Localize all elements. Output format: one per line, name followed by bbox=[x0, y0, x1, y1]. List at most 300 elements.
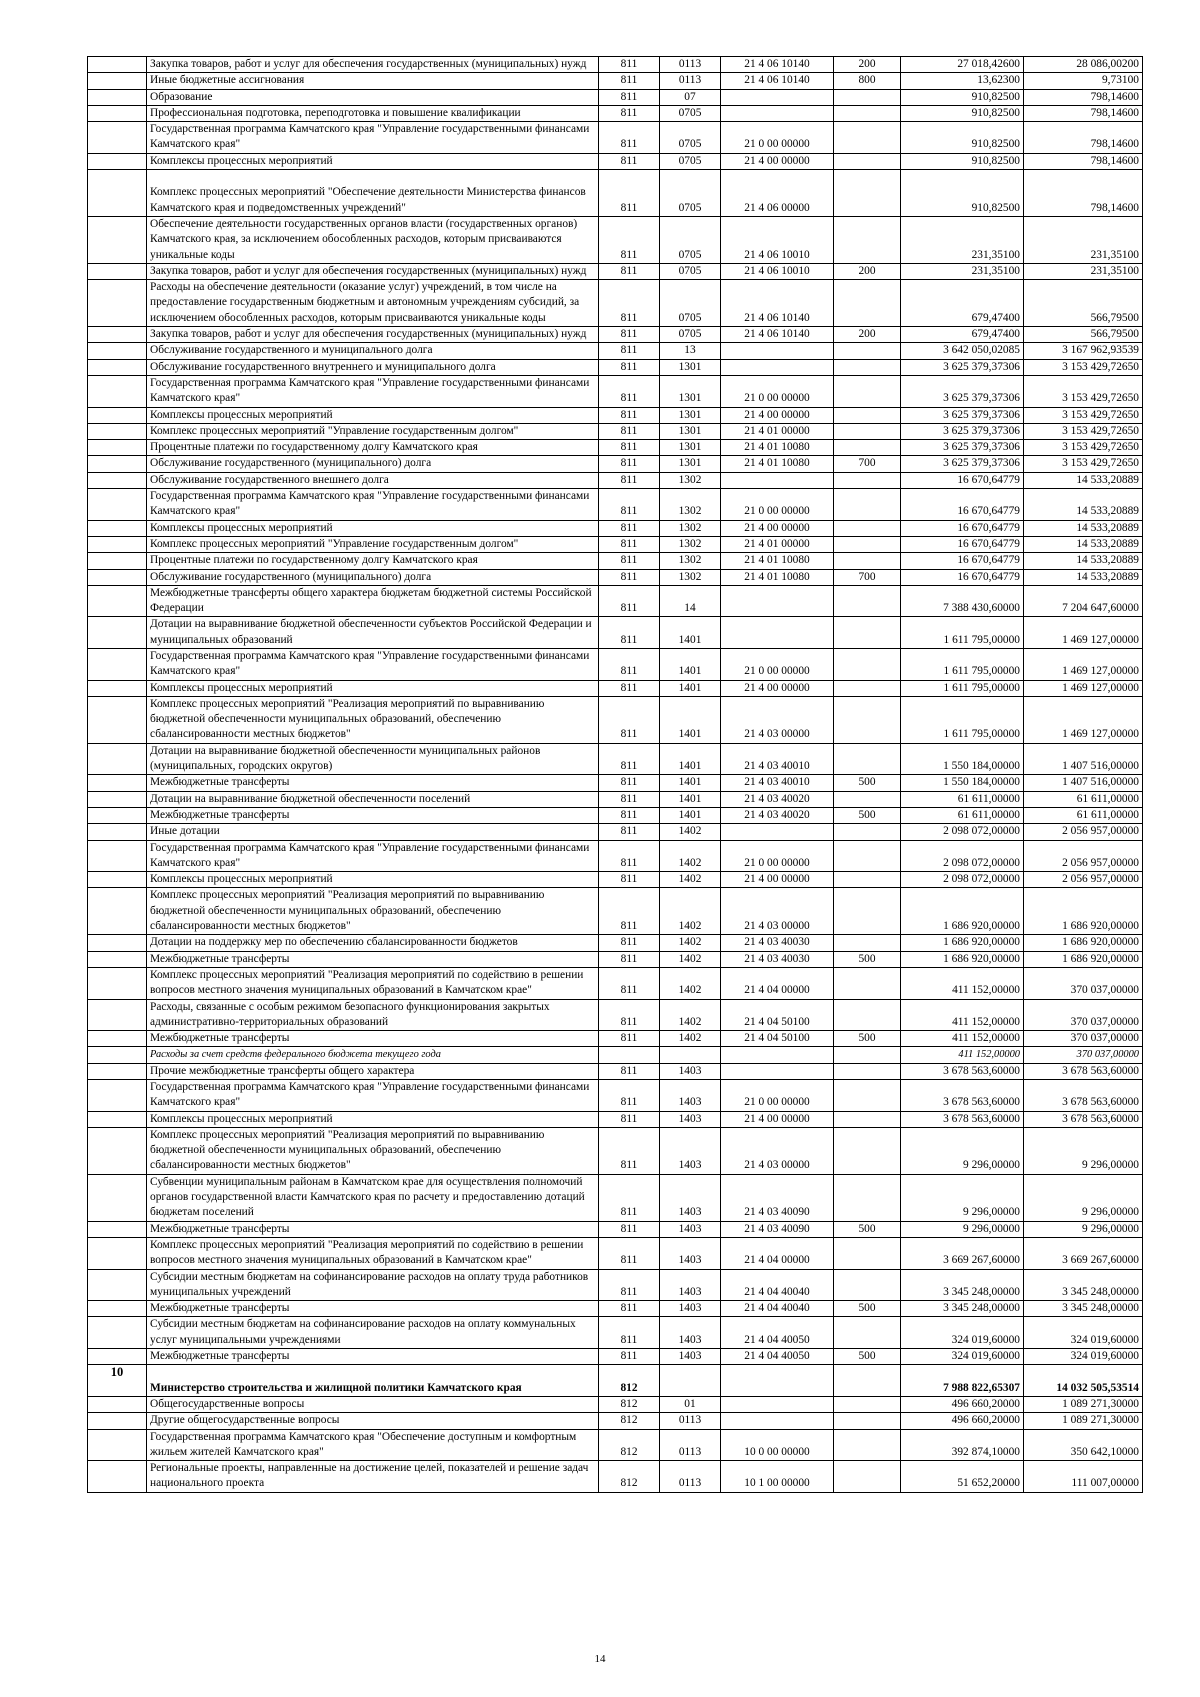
row-number-cell bbox=[88, 888, 147, 935]
target-article-cell: 21 4 00 00000 bbox=[721, 520, 834, 536]
table-row bbox=[88, 1063, 1143, 1079]
target-article-cell: 21 4 06 10140 bbox=[721, 280, 834, 327]
amount-year1-cell: 3 625 379,37306 bbox=[901, 440, 1024, 456]
amount-year1-cell: 9 296,00000 bbox=[901, 1221, 1024, 1237]
table-row bbox=[88, 743, 1143, 775]
amount-year2-cell: 3 345 248,00000 bbox=[1024, 1301, 1143, 1317]
table-row bbox=[88, 840, 1143, 872]
expense-type-cell bbox=[834, 440, 901, 456]
row-number-cell bbox=[88, 569, 147, 585]
admin-code-cell: 811 bbox=[599, 1269, 660, 1301]
section-code-cell: 01 bbox=[660, 1396, 721, 1412]
row-number-cell bbox=[88, 472, 147, 488]
amount-year1-cell: 411 152,00000 bbox=[901, 1031, 1024, 1047]
table-row bbox=[88, 423, 1143, 439]
row-number-cell bbox=[88, 1221, 147, 1237]
amount-year1-cell: 1 611 795,00000 bbox=[901, 680, 1024, 696]
target-article-cell: 21 4 01 00000 bbox=[721, 423, 834, 439]
amount-year2-cell: 3 678 563,60000 bbox=[1024, 1111, 1143, 1127]
row-number-cell bbox=[88, 935, 147, 951]
amount-year2-cell: 61 611,00000 bbox=[1024, 807, 1143, 823]
table-row bbox=[88, 807, 1143, 823]
amount-year1-cell: 9 296,00000 bbox=[901, 1174, 1024, 1221]
target-article-cell: 10 0 00 00000 bbox=[721, 1429, 834, 1461]
amount-year2-cell: 350 642,10000 bbox=[1024, 1429, 1143, 1461]
amount-year1-cell: 1 550 184,00000 bbox=[901, 775, 1024, 791]
expense-type-cell: 500 bbox=[834, 1349, 901, 1365]
amount-year1-cell: 1 611 795,00000 bbox=[901, 617, 1024, 649]
admin-code-cell: 811 bbox=[599, 791, 660, 807]
amount-year1-cell: 3 678 563,60000 bbox=[901, 1063, 1024, 1079]
target-article-cell: 21 4 03 40010 bbox=[721, 775, 834, 791]
expense-type-cell bbox=[834, 553, 901, 569]
admin-code-cell: 811 bbox=[599, 1031, 660, 1047]
row-number-cell bbox=[88, 696, 147, 743]
amount-year2-cell: 1 469 127,00000 bbox=[1024, 680, 1143, 696]
row-number-cell bbox=[88, 1031, 147, 1047]
row-number-cell bbox=[88, 57, 147, 73]
target-article-cell bbox=[721, 1047, 834, 1063]
row-number-cell bbox=[88, 553, 147, 569]
admin-code-cell: 811 bbox=[599, 375, 660, 407]
amount-year2-cell: 14 533,20889 bbox=[1024, 520, 1143, 536]
target-article-cell: 21 4 03 00000 bbox=[721, 1127, 834, 1174]
expense-type-cell bbox=[834, 359, 901, 375]
row-number-cell bbox=[88, 1349, 147, 1365]
expense-name-cell: Комплекс процессных мероприятий "Реализация мероприятий по содействию в решении вопросов местного значения муниципальных образований в Камчатском крае" bbox=[147, 1237, 599, 1269]
table-row bbox=[88, 1174, 1143, 1221]
section-code-cell: 0705 bbox=[660, 122, 721, 154]
expense-type-cell bbox=[834, 1047, 901, 1063]
amount-year1-cell: 3 678 563,60000 bbox=[901, 1080, 1024, 1112]
target-article-cell bbox=[721, 105, 834, 121]
table-row bbox=[88, 1317, 1143, 1349]
admin-code-cell: 811 bbox=[599, 153, 660, 169]
expense-name-cell: Государственная программа Камчатского края "Управление государственными финансами Камчатского края" bbox=[147, 840, 599, 872]
expense-type-cell bbox=[834, 872, 901, 888]
amount-year2-cell: 9 296,00000 bbox=[1024, 1127, 1143, 1174]
amount-year1-cell: 3 625 379,37306 bbox=[901, 407, 1024, 423]
amount-year2-cell: 324 019,60000 bbox=[1024, 1349, 1143, 1365]
section-code-cell: 0705 bbox=[660, 153, 721, 169]
expense-name-cell: Субсидии местным бюджетам на софинансирование расходов на оплату труда работников муниципальных учреждений bbox=[147, 1269, 599, 1301]
table-row bbox=[88, 472, 1143, 488]
expense-name-cell: Комплексы процессных мероприятий bbox=[147, 407, 599, 423]
table-row bbox=[88, 359, 1143, 375]
table-row bbox=[88, 1047, 1143, 1063]
expense-type-cell bbox=[834, 1365, 901, 1397]
amount-year1-cell: 2 098 072,00000 bbox=[901, 824, 1024, 840]
table-row bbox=[88, 1127, 1143, 1174]
section-code-cell: 0705 bbox=[660, 105, 721, 121]
target-article-cell bbox=[721, 343, 834, 359]
admin-code-cell: 811 bbox=[599, 122, 660, 154]
target-article-cell: 21 4 06 10140 bbox=[721, 327, 834, 343]
table-row bbox=[88, 105, 1143, 121]
table-row bbox=[88, 680, 1143, 696]
expense-type-cell bbox=[834, 216, 901, 263]
amount-year2-cell: 1 686 920,00000 bbox=[1024, 951, 1143, 967]
target-article-cell bbox=[721, 359, 834, 375]
section-code-cell: 1402 bbox=[660, 951, 721, 967]
section-code-cell: 1402 bbox=[660, 1031, 721, 1047]
admin-code-cell: 811 bbox=[599, 1317, 660, 1349]
expense-type-cell bbox=[834, 840, 901, 872]
row-number-cell bbox=[88, 1269, 147, 1301]
row-number-cell bbox=[88, 170, 147, 217]
amount-year2-cell: 2 056 957,00000 bbox=[1024, 840, 1143, 872]
table-row bbox=[88, 122, 1143, 154]
target-article-cell: 21 4 03 00000 bbox=[721, 888, 834, 935]
amount-year2-cell: 798,14600 bbox=[1024, 122, 1143, 154]
section-code-cell: 1302 bbox=[660, 569, 721, 585]
expense-type-cell bbox=[834, 1396, 901, 1412]
table-row bbox=[88, 585, 1143, 617]
row-number-cell bbox=[88, 648, 147, 680]
section-code-cell: 13 bbox=[660, 343, 721, 359]
table-row bbox=[88, 170, 1143, 217]
expense-name-cell: Обслуживание государственного внутреннего и муниципального долга bbox=[147, 359, 599, 375]
table-row bbox=[88, 375, 1143, 407]
admin-code-cell: 811 bbox=[599, 743, 660, 775]
amount-year1-cell: 16 670,64779 bbox=[901, 520, 1024, 536]
section-code-cell: 1401 bbox=[660, 807, 721, 823]
expense-type-cell bbox=[834, 170, 901, 217]
table-row bbox=[88, 967, 1143, 999]
section-code-cell: 1301 bbox=[660, 440, 721, 456]
expense-name-cell: Обеспечение деятельности государственных органов власти (государственных органов) Камчатского края, за исключением обособленных расходов, которым присваиваются уникальные коды bbox=[147, 216, 599, 263]
section-code-cell bbox=[660, 1365, 721, 1397]
section-code-cell: 0705 bbox=[660, 216, 721, 263]
amount-year1-cell: 3 642 050,02085 bbox=[901, 343, 1024, 359]
expense-type-cell bbox=[834, 696, 901, 743]
admin-code-cell: 811 bbox=[599, 775, 660, 791]
amount-year2-cell: 798,14600 bbox=[1024, 89, 1143, 105]
amount-year2-cell: 3 678 563,60000 bbox=[1024, 1080, 1143, 1112]
amount-year1-cell: 324 019,60000 bbox=[901, 1317, 1024, 1349]
target-article-cell: 21 4 04 40050 bbox=[721, 1349, 834, 1365]
row-number-cell bbox=[88, 775, 147, 791]
expense-name-cell: Комплекс процессных мероприятий "Обеспечение деятельности Министерства финансов Камчатского края и подведомственных учреждений" bbox=[147, 170, 599, 217]
row-number-cell bbox=[88, 122, 147, 154]
expense-name-cell: Комплекс процессных мероприятий "Управление государственным долгом" bbox=[147, 423, 599, 439]
expense-name-cell: Расходы, связанные с особым режимом безопасного функционирования закрытых административно-территориальных образований bbox=[147, 999, 599, 1031]
row-number-cell bbox=[88, 1174, 147, 1221]
amount-year2-cell: 1 407 516,00000 bbox=[1024, 775, 1143, 791]
section-code-cell: 0113 bbox=[660, 1461, 721, 1493]
row-number-cell bbox=[88, 1429, 147, 1461]
row-number-cell bbox=[88, 967, 147, 999]
budget-table-body bbox=[88, 57, 1143, 1493]
expense-name-cell: Межбюджетные трансферты bbox=[147, 951, 599, 967]
section-code-cell: 1403 bbox=[660, 1221, 721, 1237]
amount-year1-cell: 1 550 184,00000 bbox=[901, 743, 1024, 775]
table-row bbox=[88, 872, 1143, 888]
section-code-cell: 1401 bbox=[660, 791, 721, 807]
table-row bbox=[88, 648, 1143, 680]
expense-type-cell: 500 bbox=[834, 1221, 901, 1237]
section-code-cell: 1401 bbox=[660, 775, 721, 791]
amount-year2-cell: 7 204 647,60000 bbox=[1024, 585, 1143, 617]
expense-type-cell: 500 bbox=[834, 1301, 901, 1317]
expense-type-cell bbox=[834, 648, 901, 680]
admin-code-cell: 811 bbox=[599, 951, 660, 967]
target-article-cell: 21 4 03 40090 bbox=[721, 1221, 834, 1237]
section-code-cell: 1402 bbox=[660, 824, 721, 840]
amount-year1-cell: 16 670,64779 bbox=[901, 569, 1024, 585]
section-code-cell: 1403 bbox=[660, 1269, 721, 1301]
admin-code-cell: 811 bbox=[599, 888, 660, 935]
expense-name-cell: Образование bbox=[147, 89, 599, 105]
amount-year1-cell: 2 098 072,00000 bbox=[901, 872, 1024, 888]
expense-name-cell: Закупка товаров, работ и услуг для обеспечения государственных (муниципальных) нужд bbox=[147, 327, 599, 343]
expense-name-cell: Обслуживание государственного (муниципального) долга bbox=[147, 569, 599, 585]
amount-year2-cell: 61 611,00000 bbox=[1024, 791, 1143, 807]
section-code-cell: 1301 bbox=[660, 359, 721, 375]
expense-type-cell bbox=[834, 1413, 901, 1429]
amount-year2-cell: 3 153 429,72650 bbox=[1024, 440, 1143, 456]
admin-code-cell: 811 bbox=[599, 57, 660, 73]
section-code-cell: 0113 bbox=[660, 1413, 721, 1429]
target-article-cell: 21 4 01 10080 bbox=[721, 440, 834, 456]
expense-name-cell: Дотации на выравнивание бюджетной обеспеченности поселений bbox=[147, 791, 599, 807]
expense-name-cell: Комплекс процессных мероприятий "Реализация мероприятий по выравниванию бюджетной обеспеченности муниципальных образований, обеспечению сбалансированности местных бюджетов" bbox=[147, 888, 599, 935]
target-article-cell bbox=[721, 1396, 834, 1412]
admin-code-cell: 811 bbox=[599, 359, 660, 375]
admin-code-cell: 811 bbox=[599, 1221, 660, 1237]
table-row bbox=[88, 520, 1143, 536]
admin-code-cell: 811 bbox=[599, 585, 660, 617]
amount-year1-cell: 910,82500 bbox=[901, 105, 1024, 121]
amount-year2-cell: 1 089 271,30000 bbox=[1024, 1413, 1143, 1429]
section-code-cell: 1403 bbox=[660, 1349, 721, 1365]
amount-year2-cell: 3 153 429,72650 bbox=[1024, 423, 1143, 439]
amount-year2-cell: 370 037,00000 bbox=[1024, 967, 1143, 999]
amount-year1-cell: 679,47400 bbox=[901, 280, 1024, 327]
amount-year1-cell: 13,62300 bbox=[901, 73, 1024, 89]
section-code-cell: 1403 bbox=[660, 1317, 721, 1349]
amount-year1-cell: 3 625 379,37306 bbox=[901, 375, 1024, 407]
expense-name-cell: Закупка товаров, работ и услуг для обеспечения государственных (муниципальных) нужд bbox=[147, 57, 599, 73]
expense-type-cell bbox=[834, 1317, 901, 1349]
section-code-cell: 1403 bbox=[660, 1127, 721, 1174]
admin-code-cell: 811 bbox=[599, 327, 660, 343]
expense-type-cell bbox=[834, 743, 901, 775]
expense-type-cell bbox=[834, 888, 901, 935]
target-article-cell: 21 4 04 40050 bbox=[721, 1317, 834, 1349]
expense-name-cell: Межбюджетные трансферты bbox=[147, 1349, 599, 1365]
row-number-cell bbox=[88, 263, 147, 279]
admin-code-cell: 811 bbox=[599, 89, 660, 105]
row-number-cell bbox=[88, 327, 147, 343]
amount-year2-cell: 28 086,00200 bbox=[1024, 57, 1143, 73]
amount-year2-cell: 3 669 267,60000 bbox=[1024, 1237, 1143, 1269]
expense-name-cell: Прочие межбюджетные трансферты общего характера bbox=[147, 1063, 599, 1079]
expense-type-cell bbox=[834, 1269, 901, 1301]
amount-year1-cell: 411 152,00000 bbox=[901, 1047, 1024, 1063]
row-number-cell bbox=[88, 1301, 147, 1317]
amount-year2-cell: 1 686 920,00000 bbox=[1024, 888, 1143, 935]
amount-year2-cell: 14 533,20889 bbox=[1024, 569, 1143, 585]
target-article-cell: 21 4 06 10140 bbox=[721, 73, 834, 89]
admin-code-cell: 811 bbox=[599, 807, 660, 823]
amount-year2-cell: 231,35100 bbox=[1024, 216, 1143, 263]
amount-year1-cell: 16 670,64779 bbox=[901, 553, 1024, 569]
amount-year2-cell: 14 533,20889 bbox=[1024, 472, 1143, 488]
target-article-cell: 21 4 04 40040 bbox=[721, 1301, 834, 1317]
target-article-cell: 21 0 00 00000 bbox=[721, 489, 834, 521]
expense-type-cell bbox=[834, 407, 901, 423]
expense-name-cell: Дотации на выравнивание бюджетной обеспеченности субъектов Российской Федерации и муниципальных образований bbox=[147, 617, 599, 649]
target-article-cell bbox=[721, 824, 834, 840]
admin-code-cell: 811 bbox=[599, 569, 660, 585]
row-number-cell bbox=[88, 407, 147, 423]
admin-code-cell: 812 bbox=[599, 1396, 660, 1412]
expense-type-cell bbox=[834, 89, 901, 105]
table-row bbox=[88, 263, 1143, 279]
row-number-cell bbox=[88, 1080, 147, 1112]
target-article-cell: 21 4 00 00000 bbox=[721, 153, 834, 169]
row-number-cell bbox=[88, 617, 147, 649]
amount-year1-cell: 910,82500 bbox=[901, 170, 1024, 217]
expense-type-cell bbox=[834, 536, 901, 552]
amount-year2-cell: 3 678 563,60000 bbox=[1024, 1063, 1143, 1079]
target-article-cell: 21 4 01 10080 bbox=[721, 456, 834, 472]
target-article-cell: 21 4 06 10010 bbox=[721, 263, 834, 279]
expense-type-cell bbox=[834, 1174, 901, 1221]
section-code-cell: 0113 bbox=[660, 1429, 721, 1461]
expense-type-cell bbox=[834, 1111, 901, 1127]
row-number-cell bbox=[88, 1413, 147, 1429]
expense-type-cell: 700 bbox=[834, 456, 901, 472]
expense-name-cell: Государственная программа Камчатского края "Управление государственными финансами Камчатского края" bbox=[147, 489, 599, 521]
table-row bbox=[88, 407, 1143, 423]
expense-name-cell: Комплекс процессных мероприятий "Управление государственным долгом" bbox=[147, 536, 599, 552]
expense-type-cell: 200 bbox=[834, 263, 901, 279]
table-row bbox=[88, 791, 1143, 807]
target-article-cell: 21 4 00 00000 bbox=[721, 872, 834, 888]
expense-name-cell: Комплексы процессных мероприятий bbox=[147, 1111, 599, 1127]
admin-code-cell: 811 bbox=[599, 489, 660, 521]
expense-type-cell: 200 bbox=[834, 57, 901, 73]
row-number-cell bbox=[88, 440, 147, 456]
table-row bbox=[88, 1301, 1143, 1317]
table-row bbox=[88, 327, 1143, 343]
expense-name-cell: Комплекс процессных мероприятий "Реализация мероприятий по содействию в решении вопросов местного значения муниципальных образований в Камчатском крае" bbox=[147, 967, 599, 999]
expense-type-cell bbox=[834, 824, 901, 840]
expense-type-cell bbox=[834, 122, 901, 154]
expense-name-cell: Процентные платежи по государственному долгу Камчатского края bbox=[147, 440, 599, 456]
amount-year2-cell: 1 469 127,00000 bbox=[1024, 648, 1143, 680]
amount-year2-cell: 1 469 127,00000 bbox=[1024, 696, 1143, 743]
target-article-cell: 21 4 04 00000 bbox=[721, 1237, 834, 1269]
expense-name-cell: Комплексы процессных мероприятий bbox=[147, 153, 599, 169]
target-article-cell: 21 4 04 50100 bbox=[721, 1031, 834, 1047]
amount-year2-cell: 566,79500 bbox=[1024, 280, 1143, 327]
section-code-cell: 1302 bbox=[660, 536, 721, 552]
target-article-cell: 21 4 00 00000 bbox=[721, 1111, 834, 1127]
amount-year2-cell: 14 032 505,53514 bbox=[1024, 1365, 1143, 1397]
expense-name-cell: Субсидии местным бюджетам на софинансирование расходов на оплату коммунальных услуг муниципальными учреждениями bbox=[147, 1317, 599, 1349]
table-row bbox=[88, 1269, 1143, 1301]
admin-code-cell: 811 bbox=[599, 440, 660, 456]
target-article-cell bbox=[721, 472, 834, 488]
target-article-cell bbox=[721, 617, 834, 649]
admin-code-cell: 811 bbox=[599, 840, 660, 872]
table-row bbox=[88, 89, 1143, 105]
section-code-cell: 07 bbox=[660, 89, 721, 105]
admin-code-cell: 811 bbox=[599, 73, 660, 89]
table-row bbox=[88, 57, 1143, 73]
expense-name-cell: Обслуживание государственного (муниципального) долга bbox=[147, 456, 599, 472]
table-row bbox=[88, 1237, 1143, 1269]
expense-type-cell bbox=[834, 1063, 901, 1079]
row-number-cell bbox=[88, 73, 147, 89]
section-code-cell: 1401 bbox=[660, 696, 721, 743]
table-row bbox=[88, 775, 1143, 791]
admin-code-cell: 812 bbox=[599, 1429, 660, 1461]
section-code-cell: 1403 bbox=[660, 1080, 721, 1112]
table-row bbox=[88, 888, 1143, 935]
row-number-cell bbox=[88, 1111, 147, 1127]
expense-type-cell bbox=[834, 617, 901, 649]
amount-year1-cell: 411 152,00000 bbox=[901, 967, 1024, 999]
target-article-cell: 21 4 00 00000 bbox=[721, 407, 834, 423]
row-number-cell bbox=[88, 89, 147, 105]
table-row bbox=[88, 456, 1143, 472]
amount-year2-cell: 370 037,00000 bbox=[1024, 1031, 1143, 1047]
expense-type-cell bbox=[834, 967, 901, 999]
row-number-cell bbox=[88, 1317, 147, 1349]
table-row bbox=[88, 1365, 1143, 1397]
target-article-cell: 21 4 01 10080 bbox=[721, 553, 834, 569]
expense-name-cell: Региональные проекты, направленные на достижение целей, показателей и решение задач национального проекта bbox=[147, 1461, 599, 1493]
section-code-cell: 1403 bbox=[660, 1174, 721, 1221]
table-row bbox=[88, 553, 1143, 569]
amount-year1-cell: 16 670,64779 bbox=[901, 489, 1024, 521]
target-article-cell bbox=[721, 1365, 834, 1397]
target-article-cell: 21 4 01 10080 bbox=[721, 569, 834, 585]
amount-year1-cell: 16 670,64779 bbox=[901, 472, 1024, 488]
expense-type-cell bbox=[834, 520, 901, 536]
section-code-cell bbox=[660, 1047, 721, 1063]
target-article-cell: 21 0 00 00000 bbox=[721, 1080, 834, 1112]
amount-year2-cell: 370 037,00000 bbox=[1024, 1047, 1143, 1063]
admin-code-cell: 811 bbox=[599, 1349, 660, 1365]
amount-year2-cell: 9 296,00000 bbox=[1024, 1174, 1143, 1221]
expense-name-cell: Дотации на поддержку мер по обеспечению сбалансированности бюджетов bbox=[147, 935, 599, 951]
expense-type-cell bbox=[834, 280, 901, 327]
expense-name-cell: Государственная программа Камчатского края "Управление государственными финансами Камчатского края" bbox=[147, 1080, 599, 1112]
admin-code-cell: 811 bbox=[599, 170, 660, 217]
amount-year2-cell: 2 056 957,00000 bbox=[1024, 824, 1143, 840]
amount-year1-cell: 231,35100 bbox=[901, 216, 1024, 263]
amount-year2-cell: 111 007,00000 bbox=[1024, 1461, 1143, 1493]
table-row bbox=[88, 1413, 1143, 1429]
amount-year2-cell: 3 153 429,72650 bbox=[1024, 407, 1143, 423]
amount-year1-cell: 16 670,64779 bbox=[901, 536, 1024, 552]
expense-type-cell bbox=[834, 472, 901, 488]
target-article-cell bbox=[721, 1413, 834, 1429]
table-row bbox=[88, 696, 1143, 743]
admin-code-cell: 811 bbox=[599, 935, 660, 951]
section-code-cell: 1403 bbox=[660, 1063, 721, 1079]
target-article-cell: 21 4 04 40040 bbox=[721, 1269, 834, 1301]
admin-code-cell: 811 bbox=[599, 423, 660, 439]
section-code-cell: 0705 bbox=[660, 263, 721, 279]
expense-name-cell: Комплекс процессных мероприятий "Реализация мероприятий по выравниванию бюджетной обеспеченности муниципальных образований, обеспечению сбалансированности местных бюджетов" bbox=[147, 1127, 599, 1174]
row-number-cell bbox=[88, 216, 147, 263]
